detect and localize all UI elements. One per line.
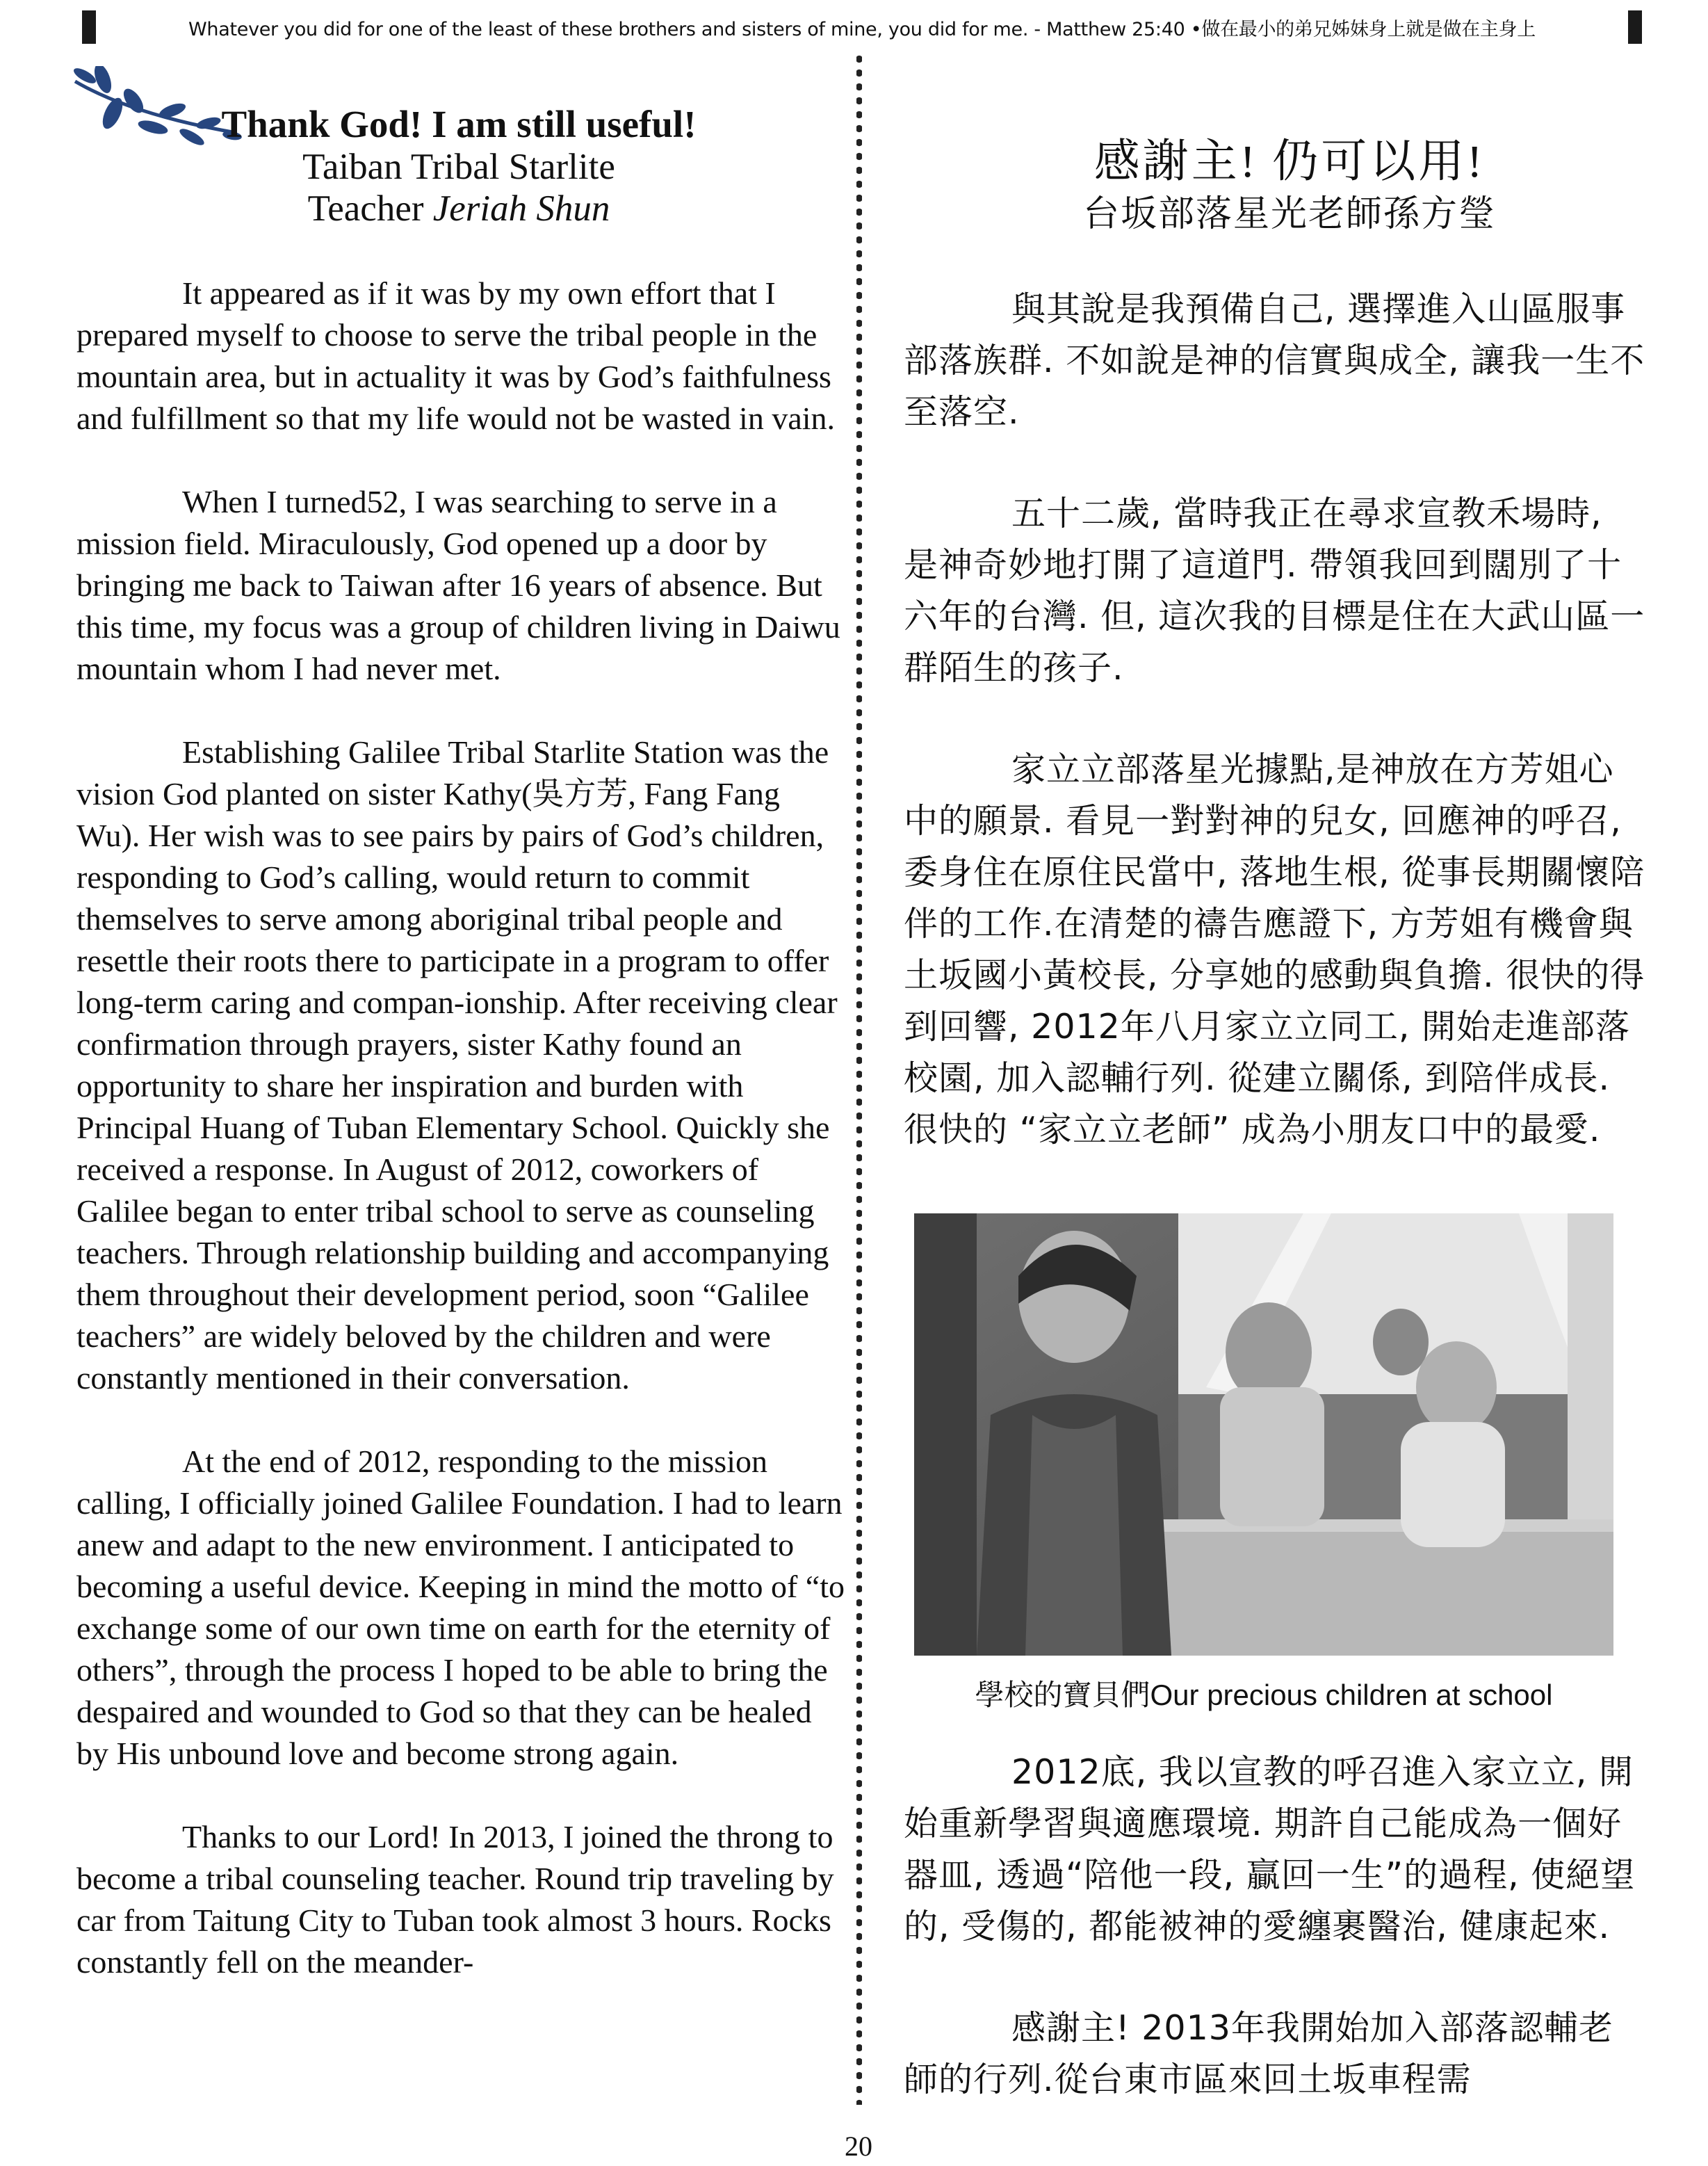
english-paragraph: Thanks to our Lord! In 2013, I joined the throng to become a tribal counseling teacher. Round trip traveling by car from Taitung City to Tuban took almost 3 hours. Rocks constantly fell on the meander- xyxy=(76,1819,834,1980)
chinese-subtitle: 台坂部落星光老師孫方瑩 xyxy=(1082,195,1496,234)
english-paragraph: Establishing Galilee Tribal Starlite Station was the vision God planted on sister Kathy(吳方芳, Fang Fang Wu). Her wish was to see pairs by pairs of God’s children, responding to God’s calling, would return to commit themselves to serve among aboriginal tribal people and resettle their roots there to participate in a program to offer long-term caring and compan-ionship. After receiving clear confirmation through prayers, sister Kathy found an opportunity to share her inspiration and burden with Principal Huang of Tuban Elementary School. Quickly she received a response. In August of 2012, coworkers of Galilee began to enter tribal school to serve as counseling teachers. Through relationship building and accompanying them throughout their development period, soon “Galilee teachers” are widely beloved by the children and were constantly mentioned in their conversation. xyxy=(76,734,838,1396)
english-title: Thank God! I am still useful! xyxy=(221,103,697,145)
author-name: Jeriah Shun xyxy=(432,188,610,229)
header-bar-right xyxy=(1628,10,1642,44)
header-bar-left xyxy=(82,10,96,44)
page-number: 20 xyxy=(845,2131,872,2162)
page-header xyxy=(82,10,1642,45)
chinese-paragraph: 與其說是我預備自己, 選擇進入山區服事部落族群. 不如說是神的信實與成全, 讓我一生不至落空. xyxy=(904,289,1645,432)
chinese-title-block xyxy=(876,134,1703,239)
english-title-block xyxy=(76,103,841,229)
english-column xyxy=(76,273,845,1983)
author-prefix: Teacher xyxy=(307,188,433,229)
chinese-column-bottom xyxy=(904,1747,1648,2106)
english-subtitle: Taiban Tribal Starlite xyxy=(302,147,615,187)
english-paragraph: It appeared as if it was by my own effort that I prepared myself to choose to serve the tribal people in the mountain area, but in actuality it was by God’s faithfulness and fulfillment so that my life would not be wasted in vain. xyxy=(76,275,836,436)
english-author-line xyxy=(76,188,841,229)
chinese-paragraph: 五十二歲, 當時我正在尋求宣教禾場時, 是神奇妙地打開了這道門. 帶領我回到闊別了十六年的台灣. 但, 這次我的目標是住在大武山區一群陌生的孩子. xyxy=(904,494,1645,688)
column-divider xyxy=(856,52,862,2105)
chinese-title: 感謝主! 仍可以用! xyxy=(1093,136,1486,187)
photo-caption: 學校的寶貝們Our precious children at school xyxy=(975,1679,1553,1711)
english-paragraph: When I turned52, I was searching to serve in a mission field. Miraculously, God opened up a door by bringing me back to Taiwan after 16 years of absence. But this time, my focus was a group of children living in Daiwu mountain whom I had never met. xyxy=(76,484,840,686)
chinese-paragraph: 感謝主! 2013年我開始加入部落認輔老師的行列.從台東市區來回土坂車程需 xyxy=(904,2008,1613,2099)
chinese-column-top xyxy=(904,284,1648,1156)
english-paragraph: At the end of 2012, responding to the mission calling, I officially joined Galilee Foundation. I had to learn anew and adapt to the new environment. I anticipated to becoming a useful device. Keeping in mind the motto of “to exchange some of our own time on earth for the eternity of others”, through the process I hoped to be able to bring the despaired and wounded to God so that they can be healed by His unbound love and become strong again. xyxy=(76,1444,845,1771)
chinese-paragraph: 2012底, 我以宣教的呼召進入家立立, 開始重新學習與適應環境. 期許自己能成為一個好器皿, 透過“陪他一段, 贏回一生”的過程, 使絕望的, 受傷的, 都能被神的愛纏裹醫治, 健康起來. xyxy=(904,1752,1636,1946)
children-photo xyxy=(914,1213,1613,1656)
header-verse: Whatever you did for one of the least of these brothers and sisters of mine, you did for me. - Matthew 25:40 •做在最小的弟兄姊妹身上就是做在主身上 xyxy=(188,18,1536,40)
chinese-paragraph: 家立立部落星光據點,是神放在方芳姐心中的願景. 看見一對對神的兒女, 回應神的呼召, 委身住在原住民當中, 落地生根, 從事長期關懷陪伴的工作.在清楚的禱告應證下, 方芳姐有機會與土坂國小黃校長, 分享她的感動與負擔. 很快的得到回響, 2012年八月家立立同工, 開始走進部落校園, 加入認輔行列. 從建立關係, 到陪伴成長. 很快的 “家立立老師” 成為小朋友口中的最愛. xyxy=(904,750,1645,1149)
